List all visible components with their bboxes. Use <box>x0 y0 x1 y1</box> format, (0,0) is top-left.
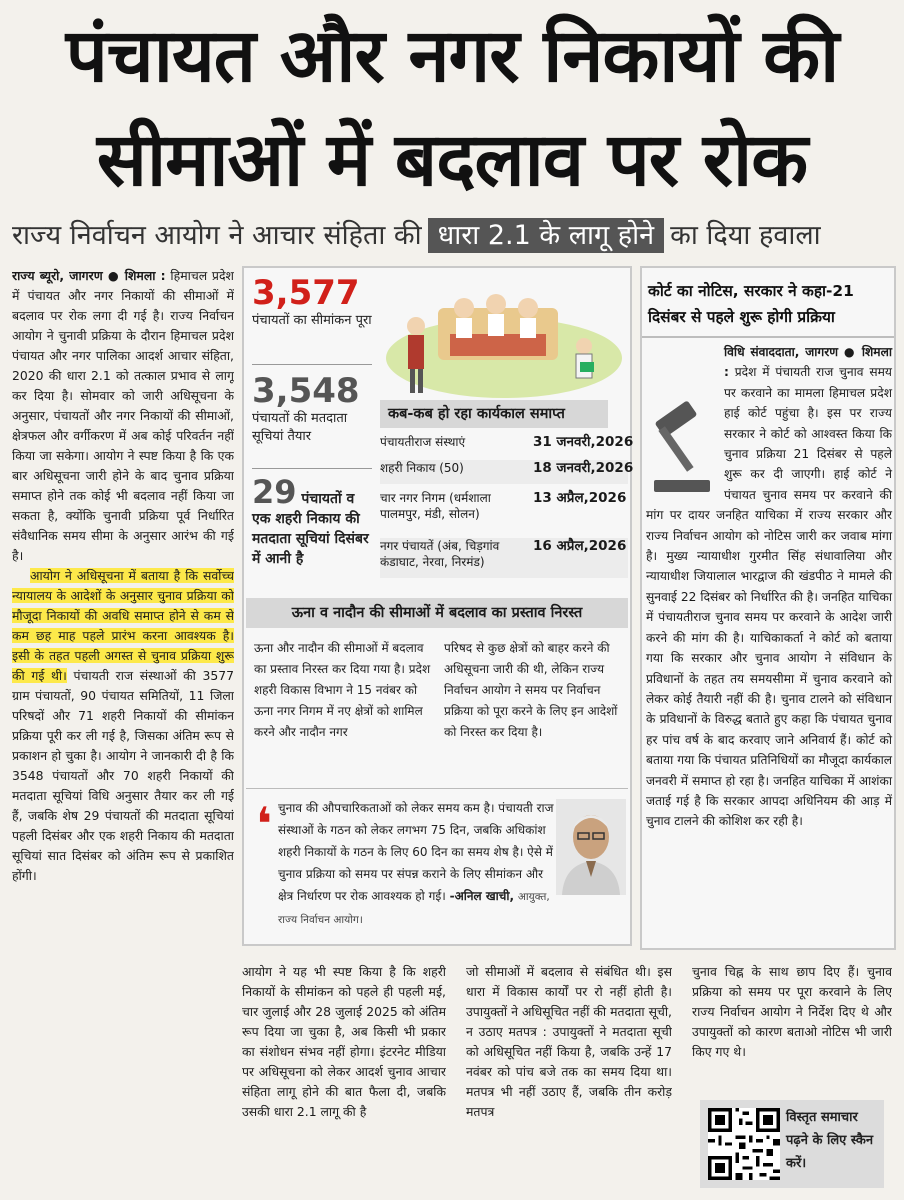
quote-designation: आयुक्त, राज्य निर्वाचन आयोग। <box>278 891 550 926</box>
stat-label: पंचायतों का सीमांकन पूरा <box>252 313 372 328</box>
court-notice-body <box>646 342 892 832</box>
subheadline <box>12 212 892 260</box>
subhead-before: राज्य निर्वाचन आयोग ने आचार संहिता की <box>12 220 422 251</box>
highlighted-text: आयोग ने अधिसूचना में बताया है कि सर्वोच्च न्यायालय के आदेशों के अनुसार चुनाव प्रक्रिया को मौजूदा निकायों की अवधि समाप्त होने से कम से कम छह माह पहले प्रारंभ करना आवश्यक है। इसी के तहत पहली अगस्त से चुनाव प्रक्रिया शुरू की गई थी। <box>12 568 234 683</box>
quote-mark-icon: ❛ <box>256 797 272 851</box>
dateline: राज्य ब्यूरो, जागरण ● शिमला : <box>12 268 166 283</box>
stat-number: 3,548 <box>252 371 360 411</box>
term-end-row <box>380 490 628 530</box>
term-end-date: 18 जनवरी,2026 <box>533 460 634 476</box>
article-column-2: आयोग ने यह भी स्पष्ट किया है कि शहरी निकायों के सीमांकन को पहले ही पहली मई, चार जुलाई और 28 जुलाई 2025 को अंतिम रूप दिया जा चुका है, अब किसी भी प्रकार का संशोधन संभव नहीं होगा। इंटरनेट मीडिया पर अधिसूचना को लेकर आदर्श चुनाव आचार संहिता लागू होने की बात फैला दी, जबकि उसकी धारा 2.1 लागू की है <box>242 964 446 1119</box>
quote-signature: -अनिल खाची, <box>449 889 515 903</box>
gavel-icon <box>646 400 718 502</box>
stat-number: 3,577 <box>252 273 360 313</box>
term-end-row <box>380 538 628 578</box>
stat-label: पंचायतों की मतदाता सूचियां तैयार <box>252 411 348 444</box>
article-para-2-text: पंचायती राज संस्थाओं की 3577 ग्राम पंचायतों, 90 पंचायत समितियों, 11 जिला परिषदों और 71 शहरी निकायों की सीमांकन प्रक्रिया पूरी कर ली गई है, जिसका अंतिम रूप से प्रकाशन हो चुका है। आयोग ने जानकारी दी है कि 3548 पंचायतों और 70 शहरी निकायों की मतदाता सूचियां विधि अनुसार तैयार कर ली गई हैं, जबकि शेष 29 पंचायतों की मतदाता सूचियां पहली दिसंबर और एक शहरी निकाय की मतदाता सूचियां सात दिसंबर को अंतिम रूप से प्रकाशित होंगी। <box>12 668 234 883</box>
term-end-label: चार नगर निगम (धर्मशाला पालमपुर, मंडी, सोलन) <box>380 491 491 521</box>
infographic-box <box>242 266 632 946</box>
term-end-label: शहरी निकाय (50) <box>380 461 464 475</box>
court-notice-title: कोर्ट का नोटिस, सरकार ने कहा-21 दिसंबर से पहले शुरू होगी प्रक्रिया <box>648 282 854 326</box>
article-para-1 <box>12 266 234 566</box>
court-body-text: प्रदेश में पंचायती राज चुनाव समय पर करवाने का मामला हिमाचल प्रदेश हाई कोर्ट पहुंचा है। इस पर राज्य सरकार ने कोर्ट को आश्वस्त किया कि चुनाव प्रक्रिया 21 दिसंबर से पहले शुरू कर दी जाएगी। हाई कोर्ट ने पंचायत चुनाव समय पर करवाने की मांग पर दायर जनहित याचिका में राज्य सरकार और राज्य निर्वाचन आयोग को नोटिस जारी कर जवाब मांगा है। मुख्य न्यायाधीश गुरमीत सिंह संधावालिया और न्यायाधीश जियालाल भारद्वाज की खंडपीठ ने मामले की सुनवाई 22 दिसंबर को निर्धारित की है। जनहित याचिका में पंचायतीराज चुनाव समय पर करवाने के आदेश जारी करने की मांग की है। याचिकाकर्ता ने कोर्ट को बताया गया कि सरकार और चुनाव आयोग ने संविधान के प्रविधानों के तहत तय समयसीमा में चुनाव करवाने को लेकर कोई तैयारी नहीं की है। चुनाव टालने को संविधान के प्रविधानों के विरुद्ध बताते हुए कहा कि पंचायत चुनाव हर पांच वर्ष के बाद करवाए जाने अनिवार्य हैं। कोर्ट को बताया गया कि पंचायत प्रतिनिधियों का मौजूदा कार्यकाल जनवरी में समाप्त हो रहा है। जनहित याचिका में आशंका जताई गई है कि सरकार आपदा अधिनियम की आड़ में चुनाव टालने की कोशिश कर रही है। <box>646 365 893 829</box>
quote-box <box>246 788 628 942</box>
term-end-label: पंचायतीराज संस्थाएं <box>380 435 466 449</box>
headline-line-1: पंचायत और नगर निकायों की <box>65 13 839 99</box>
article-para-2 <box>12 566 234 886</box>
stat-number: 29 <box>252 473 297 511</box>
qr-promo-box <box>700 1100 884 1188</box>
stat-label <box>252 473 376 569</box>
divider <box>252 364 372 365</box>
subhead-after: का दिया हवाला <box>670 220 821 251</box>
article-column-1 <box>12 266 234 986</box>
divider <box>642 336 894 338</box>
article-column-3: जो सीमाओं में बदलाव से संबंधित थी। इस धारा में विकास कार्यों पर रो नहीं होती है। उपायुक्तों ने अधिसूचित नहीं की मतदाता सूची, न उठाए मतपत्र : उपायुक्तों ने मतदाता सूची को अधिसूचित नहीं किया है, जबकि उन्हें 17 नवंबर को पांच बजे तक का समय दिया था। मतपत्र भी नहीं उठाए हैं, जबकि तीन करोड़ मतपत्र <box>466 964 672 1119</box>
term-end-date: 16 अप्रैल,2026 <box>533 538 627 554</box>
article-column-4: चुनाव चिह्न के साथ छाप दिए हैं। चुनाव प्रक्रिया को समय पर पूरा करवाने के लिए राज्य निर्वाचन आयोग ने निर्देश दिए थे और उपायुक्तों को कारण बताओ नोटिस भी जारी किए गए थे। <box>692 964 892 1059</box>
quote-text <box>278 797 556 931</box>
term-end-date: 31 जनवरी,2026 <box>533 434 634 450</box>
subhead-highlight: धारा 2.1 के लागू होने <box>428 218 664 253</box>
una-nadaun-text-left: ऊना और नादौन की सीमाओं में बदलाव का प्रस्ताव निरस्त कर दिया गया है। प्रदेश शहरी विकास विभाग ने 15 नवंबर को ऊना नगर निगम में नए क्षेत्रों को शामिल करने और नादौन नगर <box>254 641 431 739</box>
term-end-label: नगर पंचायतें (अंब, चिड़गांव कंडाघाट, नेरवा, निरमंड) <box>380 539 500 569</box>
portrait-photo <box>556 799 626 895</box>
stat-voter-lists <box>252 372 376 446</box>
article-para-1-text: हिमाचल प्रदेश में पंचायत और नगर निकायों की सीमाओं में बदलाव पर रोक लगा दी गई है। राज्य निर्वाचन आयोग ने चुनावी प्रक्रिया के दौरान हिमाचल प्रदेश पंचायत और नगर पालिका आदर्श आचार संहिता, 2020 की धारा 2.1 को तत्काल प्रभाव से लागू कर दिया है। सोमवार को जारी अधिसूचना के अनुसार, पंचायतों और नगर निकायों की सीमाओं, क्षेत्रफल और वर्गीकरण में अब कोई परिवर्तन नहीं किया जा सकेगा। आयोग ने स्पष्ट किया है कि एक बार अधिसूचना जारी होने के बाद चुनाव प्रक्रिया समाप्त होने तक कोई भी बदलाव नहीं किया जा सकता है, क्योंकि चुनावी प्रक्रिया पूर्व निर्धारित संवैधानिक समय सीमा के अनुसार आरंभ की गई है। <box>12 268 234 563</box>
qr-caption: विस्तृत समाचार पढ़ने के लिए स्कैन करें। <box>786 1110 874 1171</box>
court-dateline: विधि संवाददाता, जागरण ● शिमला : <box>724 345 892 380</box>
stat-pending <box>252 473 376 569</box>
una-nadaun-text-right: परिषद से कुछ क्षेत्रों को बाहर करने की अधिसूचना जारी की थी, लेकिन राज्य निर्वाचन आयोग ने समय पर निर्वाचन प्रक्रिया को पूरा करने के लिए इन आदेशों को निरस्त कर दिया है। <box>444 641 618 739</box>
quote-body: चुनाव की औपचारिकताओं को लेकर समय कम है। पंचायती राज संस्थाओं के गठन को लेकर लगभग 75 दिन, जबकि अधिकांश शहरी निकायों के गठन के लिए 60 दिन का समय शेष है। ऐसे में चुनाव प्रक्रिया को समय पर संपन्न कराने के लिए सीमांकन और क्षेत्र निर्धारण पर रोक आवश्यक हो गई। <box>278 801 554 903</box>
term-end-row <box>380 460 634 484</box>
divider <box>252 468 372 469</box>
una-nadaun-title: ऊना व नादौन की सीमाओं में बदलाव का प्रस्ताव निरस्त <box>246 598 628 628</box>
term-end-title: कब-कब हो रहा कार्यकाल समाप्त <box>380 400 608 428</box>
stat-text: पंचायतों व एक शहरी निकाय की मतदाता सूचियां दिसंबर में आनी है <box>252 491 369 567</box>
term-end-date: 13 अप्रैल,2026 <box>533 490 627 506</box>
cartoon-illustration-icon <box>380 274 628 402</box>
term-end-row <box>380 434 634 458</box>
headline-line-2: सीमाओं में बदलाव पर रोक <box>96 117 808 203</box>
stat-demarcation <box>252 274 376 330</box>
court-notice-box <box>640 266 896 950</box>
qr-code-icon[interactable] <box>708 1108 780 1180</box>
